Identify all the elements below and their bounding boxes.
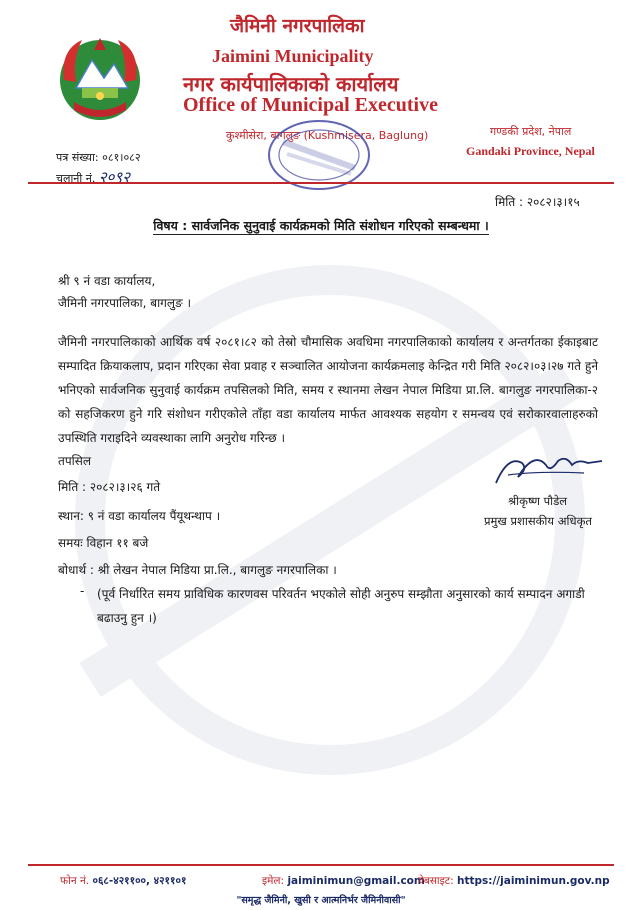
letter-body: जैमिनी नगरपालिकाको आर्थिक वर्ष २०८१।८२ को तेस्रो चौमासिक अवधिमा नगरपालिकाको कार्यालय र अन्तर्गतका ईकाइबाट सम्पादित क्रियाकलाप, प्रदान गरिएका सेवा प्रवाह र सञ्चालित आयोजना कार्यक्रमलाइ केन्द्रित गरी मिति २०८२।०३।२७ गते हुने भनिएको सार्वजनिक सुनुवाई कार्यक्रम तपसिलको मिति, समय र स्थानमा लेखन नेपाल मिडिया प्रा.लि. बागलुङ नगरपालिका-२ को सहजिकरण हुने गरि संशोधन गरीएकोले ताँहा वडा कार्यालय मार्फत आवश्यक सहयोग र समन्वय एवं सरोकारवालाहरुको उपस्थिति गराइदिने व्यवस्थाका लागि अनुरोध गरिन्छ । [58, 335, 598, 445]
nepal-emblem-icon [52, 30, 148, 126]
event-time: समयः विहान ११ बजे [58, 536, 149, 550]
email-label: इमेल: [262, 875, 285, 887]
office-name-english: Office of Municipal Executive [183, 94, 438, 116]
note-text: (पूर्व निर्धारित समय प्राविधिक कारणवस परिवर्तन भएकोले सोही अनुरुप सम्झौता अनुसारको कार्य सम्पादन अगाडी बढाउनु हुन ।) [97, 587, 585, 625]
reference-value: ०८१।०८२ [102, 151, 141, 164]
event-place: स्थान: ९ नं वडा कार्यालय पैंयूथन्थाप । [58, 509, 221, 523]
signature [488, 445, 608, 490]
office-name-nepali: नगर कार्यपालिकाको कार्यालय [183, 72, 399, 96]
office-address: कुश्मीसेरा, बागलुङ (Kushmisera, Baglung) [226, 129, 429, 142]
website-link[interactable]: https://jaiminimun.gov.np [456, 875, 610, 887]
website-label: वेबसाइट: [418, 875, 454, 887]
province-english: Gandaki Province, Nepal [466, 144, 595, 158]
cc-line: बोधार्थ : श्री लेखन नेपाल मिडिया प्रा.लि., बागलुङ नगरपालिका । [58, 563, 337, 577]
province-nepali: गण्डकी प्रदेश, नेपाल [490, 125, 572, 138]
note-bullet: - [80, 584, 85, 598]
municipality-name-nepali: जैमिनी नगरपालिका [230, 15, 365, 37]
details-heading: तपसिल [58, 454, 92, 468]
dispatch-value-handwritten: २०९२ [98, 168, 131, 186]
municipality-name-english: Jaimini Municipality [212, 46, 374, 66]
phone-value: ०६८-४२११००, ४२११०१ [92, 875, 187, 887]
footer-divider [28, 864, 614, 866]
signatory-title: प्रमुख प्रशासकीय अधिकृत [484, 514, 592, 528]
email-value[interactable]: jaiminimun@gmail.com [287, 875, 425, 887]
letter-subject [0, 217, 642, 234]
reference-number [56, 150, 141, 165]
recipient-line-2: जैमिनी नगरपालिका, बागलुङ । [58, 296, 192, 310]
dispatch-number [56, 167, 130, 187]
reference-label: पत्र संख्या: [56, 151, 99, 164]
footer-slogan: "समृद्ध जैमिनी, खुसी र आत्मनिर्भर जैमिनीवासी" [236, 895, 406, 906]
footer-phone [60, 874, 186, 888]
header-divider [28, 182, 614, 184]
phone-label: फोन नं. [60, 875, 90, 887]
footer-website [418, 874, 610, 888]
dispatch-label: चलानी नं. [56, 172, 96, 185]
footer-email [262, 874, 425, 888]
recipient-line-1: श्री ९ नं वडा कार्यालय, [58, 274, 156, 288]
letter-date: मिति : २०८२।३।१५ [495, 195, 580, 209]
event-date: मिति : २०८२।३।२६ गते [58, 480, 161, 494]
subject-text: विषय : सार्वजनिक सुनुवाई कार्यक्रमको मिति संशोधन गरिएको सम्बन्धमा । [153, 218, 489, 233]
signatory-name: श्रीकृष्ण पौडेल [508, 494, 568, 508]
